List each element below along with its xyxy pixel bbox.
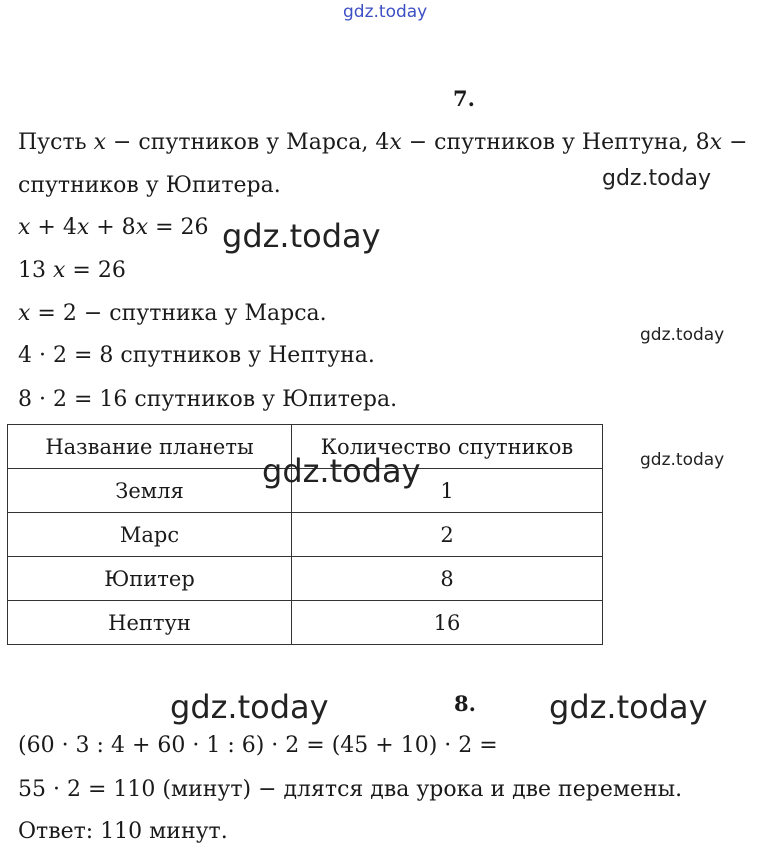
watermark: gdz.today	[170, 688, 329, 726]
planet-name: Марс	[8, 513, 292, 557]
planet-name: Юпитер	[8, 557, 292, 601]
watermark: gdz.today	[262, 452, 421, 490]
watermark: gdz.today	[222, 217, 381, 255]
task-7-number: 7.	[453, 86, 475, 111]
watermark: gdz.today	[602, 166, 712, 191]
watermark: gdz.today	[640, 450, 725, 470]
table-row	[8, 557, 603, 601]
satellite-count: 2	[292, 513, 603, 557]
satellite-count: 1	[292, 469, 603, 513]
task-7-equation-2: 13 x = 26	[18, 258, 126, 283]
task-7-equation-3: x = 2 − спутника у Марса.	[18, 301, 327, 326]
watermark: gdz.today	[549, 688, 708, 726]
watermark: gdz.today	[343, 2, 428, 22]
table-row	[8, 513, 603, 557]
task-7-equation-4: 4 · 2 = 8 спутников у Нептуна.	[18, 343, 375, 368]
column-header-planet: Название планеты	[8, 425, 292, 469]
watermark: gdz.today	[640, 325, 725, 345]
planet-name: Земля	[8, 469, 292, 513]
task-7-equation-5: 8 · 2 = 16 спутников у Юпитера.	[18, 387, 398, 412]
satellite-count: 16	[292, 601, 603, 645]
column-header-satellites: Количество спутников	[292, 425, 603, 469]
task-8-line-2: 55 · 2 = 110 (минут) − длятся два урока и две перемены.	[18, 777, 683, 802]
task-7-equation-1: x + 4x + 8x = 26	[18, 215, 209, 240]
task-8-line-1: (60 · 3 : 4 + 60 · 1 : 6) · 2 = (45 + 10) · 2 =	[18, 733, 498, 758]
table-row	[8, 601, 603, 645]
planet-name: Нептун	[8, 601, 292, 645]
task-7-line-2: спутников у Юпитера.	[18, 173, 281, 198]
satellite-count: 8	[292, 557, 603, 601]
task-8-number: 8.	[454, 691, 476, 716]
task-7-line-1: Пусть x − спутников у Марса, 4x − спутников у Нептуна, 8x −	[18, 130, 748, 155]
task-8-answer: Ответ: 110 минут.	[18, 819, 228, 844]
